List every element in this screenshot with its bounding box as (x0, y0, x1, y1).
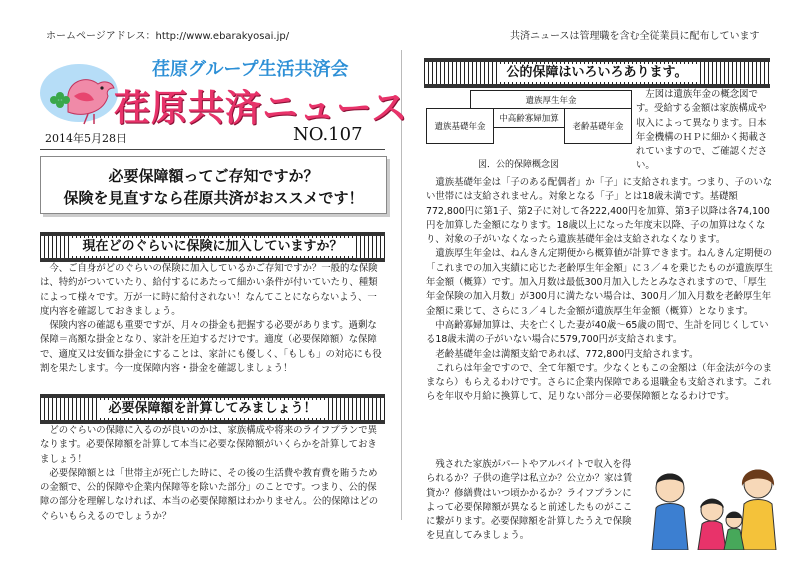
masthead-rule (40, 149, 385, 150)
section-heading-2 (40, 394, 385, 424)
family-illustration-icon (640, 458, 790, 550)
issue-number: NO.107 (293, 124, 363, 145)
diagram-box-widow-supplement: 中高齢寡婦加算 (492, 108, 566, 128)
headline-line-1: 必要保障額ってご存知ですか？ (108, 167, 319, 185)
section-2-body (40, 424, 385, 524)
section-3-paragraph-3: 中高齢寡婦加算は、夫を亡くした妻が40歳～65歳の間で、生計を同じくしている18歳未満の子がいない場合に579,700円が支給されます。 (426, 319, 769, 346)
section-heading-2-text: 必要保障額を計算してみましょう！ (98, 400, 326, 418)
headline-line-2: 保険を見直すなら荏原共済がおススメです！ (63, 189, 364, 207)
diagram-box-old-age-basic-pension: 老齢基礎年金 (564, 108, 632, 144)
diagram-box-survivors-employees-pension: 遺族厚生年金 (470, 90, 632, 110)
section-heading-3 (424, 58, 770, 88)
section-heading-3-text: 公的保障はいろいろあります。 (497, 64, 698, 82)
section-1-body (40, 262, 385, 376)
section-heading-1-text: 現在どのぐらいに保険に加入していますか？ (72, 238, 352, 256)
section-3-paragraph-4: 老齢基礎年金は満額支給であれば、772,800円支給されます。 (435, 348, 699, 360)
homepage-address: ホームページアドレス：http://www.ebarakyosai.jp/ (46, 31, 290, 42)
side-text: 左図は遺族年金の概念図です。受給する金額は家族構成や収入によって異なります。日本年金機構のＨＰに細かく掲載されていますので、ご確認ください。 (636, 89, 768, 172)
headline-box (40, 156, 387, 214)
distribution-note: 共済ニュースは管理職を含む全従業員に配布しています (510, 31, 760, 42)
diagram-side-text (636, 88, 772, 174)
section-3-paragraph-5: これらは年金ですので、全て年額です。少なくともこの金額は（年金法が今のままなら）もらえるわけです。さらに企業内保障である退職金も支給されます。これらを年収や月給に換算して、足りない部分＝必要保障額となるわけです。 (426, 362, 772, 403)
section-1-paragraph-2: 保険内容の確認も重要ですが、月々の掛金も把握する必要があります。過剰な保障＝高額な掛金となり、家計を圧迫するだけです。適度（必要保障額）な保障で、適度又は安価な掛金にすることは、家計にも優しく、「もしも」の対応にも役割を果たします。今一度保障内容・掛金を確認しましょう！ (40, 320, 382, 375)
section-heading-1 (40, 232, 385, 262)
masthead-title: 荏原共済ニュース (114, 88, 409, 129)
issue-date: 2014年5月28日 (45, 132, 127, 145)
section-3-body (426, 176, 774, 405)
section-3-paragraph-2: 遺族厚生年金は、ねんきん定期便から概算値が計算できます。ねんきん定期便の「これまでの加入実績に応じた老齢厚生年金額」に３／４を乗じたものが遺族厚生年金額（概算）です。加入月数は最低300月加入したとみなされますので、「厚生年金保険の加入月数」が300月に満たない場合は、300月／加入月数を老齢厚生年金額に乗じて、さらに３／４した金額が遺族厚生年金額（概算）となります。 (426, 248, 773, 317)
diagram-box-survivors-basic-pension: 遺族基礎年金 (426, 108, 494, 144)
section-2-paragraph-1: どのぐらいの保障に入るのが良いのかは、家族構成や将来のライフプランで異なります。必要保障額を計算して本当に必要な保障額がいくらかを計算しておきましょう！ (40, 425, 377, 465)
section-3-closing (426, 458, 636, 544)
diagram-caption: 図．公的保障概念図 (478, 160, 560, 170)
section-3-paragraph-6: 残された家族がパートやアルバイトで収入を得られるか？子供の進学は私立か？公立か？家は賃貸か？修繕費はいつ頃かかるか？ライフプランによって必要保障額が異なると前述したものがここに繋がります。必要保障額を計算したうえで保険を見直してみましょう。 (426, 459, 633, 542)
section-3-paragraph-1: 遺族基礎年金は「子のある配偶者」か「子」に支給されます。つまり、子のいない世帯には支給されません。対象となる「子」とは18歳未満です。基礎額772,800円に第1子、第2子に対して各222,400円を加算、第3子以降は各74,100円を加算した金額になります。18歳以上になった年度末以降、子の加算はなくなり、対象の子がいなくなったら遺族基礎年金は支給されなくなります。 (426, 177, 773, 246)
section-1-paragraph-1: 今、ご自身がどのぐらいの保険に加入しているかご存知ですか？一般的な保険は、特約がついていたり、給付するにあたって細かい条件が付いていたり、種類によって様々です。万が一に時に給付されない！なんてことにならないよう、一度内容を確認しておきましょう。 (40, 263, 378, 317)
section-2-paragraph-2: 必要保障額とは「世帯主が死亡した時に、その後の生活費や教育費を賄うための金額で、公的保障や企業内保障等を除いた部分」のことです。つまり、公的保障の部分を理解しなければ、本当の必要保障額はわかりません。公的保障はどのぐらいもらえるのでしょうか？ (40, 467, 379, 522)
masthead-subtitle: 荏原グループ生活共済会 (152, 59, 349, 80)
